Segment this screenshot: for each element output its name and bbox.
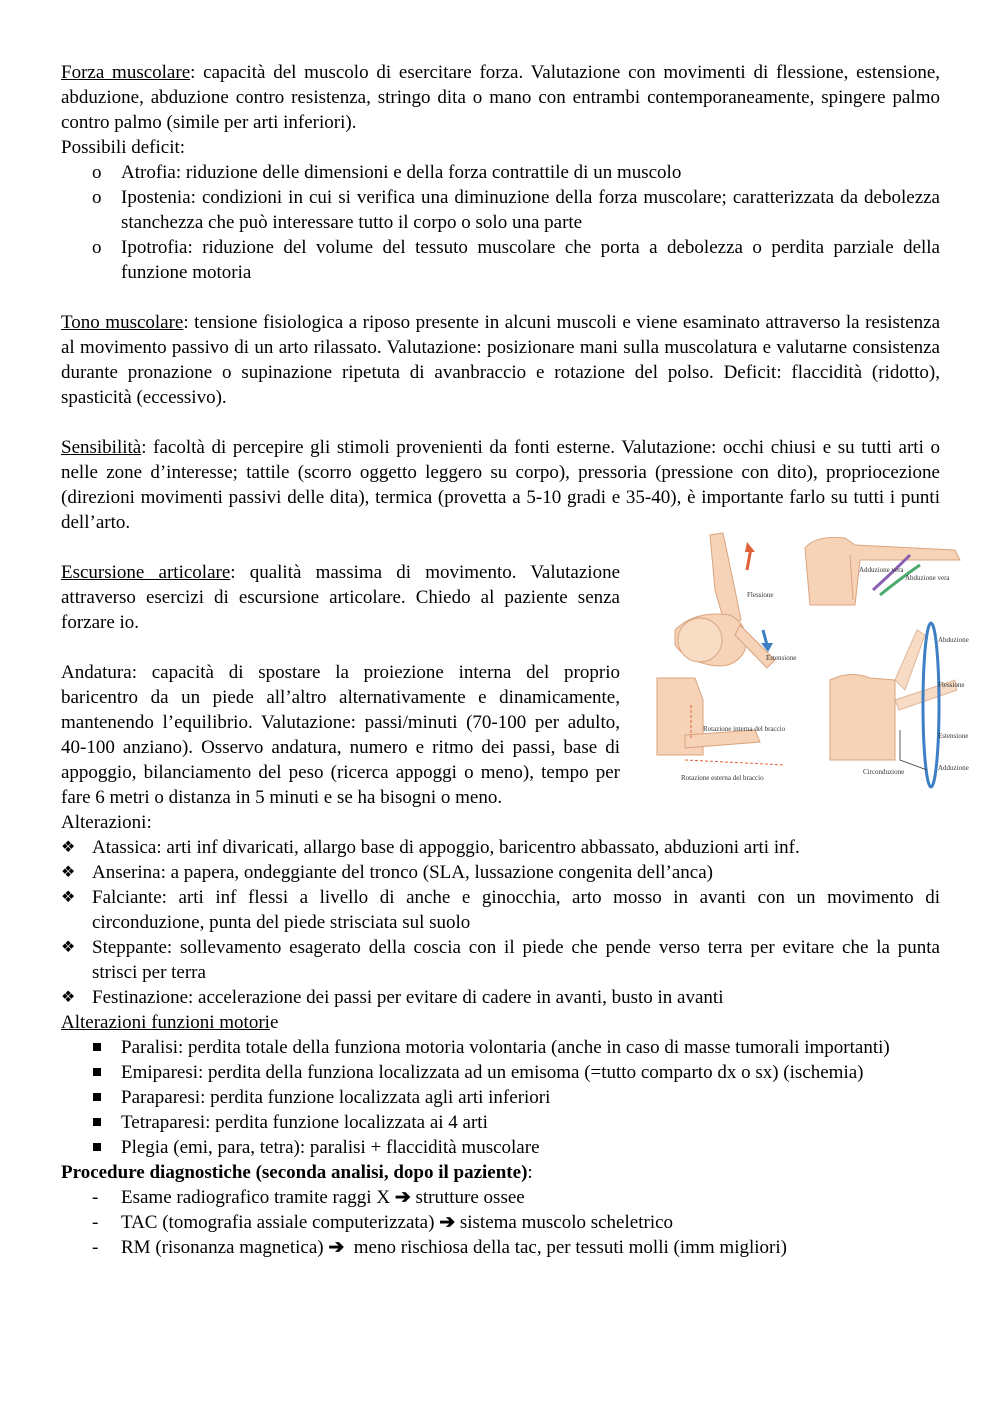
right-arrow-icon: ➔ — [439, 1212, 456, 1233]
list-item: Paraparesi: perdita funzione localizzata agli arti inferiori — [61, 1085, 940, 1110]
escursione-term: Escursione articolare — [61, 562, 231, 583]
dash-bullet-icon: - — [92, 1187, 99, 1208]
forza-term: Forza muscolare — [61, 62, 191, 83]
label-rot-esterna: Rotazione esterna del braccio — [681, 774, 764, 782]
rotation-panel — [657, 678, 786, 782]
list-item: o Ipotrofia: riduzione del volume del tessuto muscolare che porta a debolezza o perdita parziale della funzione motoria — [92, 237, 940, 283]
square-bullet-icon — [93, 1093, 101, 1101]
list-item: o Ipostenia: condizioni in cui si verifica una diminuzione della forza muscolare; caratterizzata da debolezza stanchezza che può interessare tutto il corpo o solo una parte — [92, 187, 940, 233]
label-flessione-b: Flessione — [938, 681, 965, 689]
alterazioni-label: Alterazioni: — [61, 812, 152, 833]
list-item: Plegia (emi, para, tetra): paralisi + flaccidità muscolare — [61, 1135, 940, 1160]
square-bullet-icon — [93, 1118, 101, 1126]
list-item: - TAC (tomografia assiale computerizzata) ➔ sistema muscolo scheletrico — [92, 1212, 674, 1233]
diamond-bullet-icon: ❖ — [61, 939, 76, 956]
sensibilita-paragraph — [61, 435, 940, 535]
label-abduzione: Abduzione — [938, 636, 969, 644]
list-item: Emiparesi: perdita della funziona localizzata ad un emisoma (=tutto comparto dx o sx) (ischemia) — [61, 1060, 940, 1085]
forza-text: : capacità del muscolo di esercitare forza. Valutazione con movimenti di flessione, estensione, abduzione, abduzione contro resistenza, stringo dita o mano con entrambi contemporaneamente, spingere palmo contro palmo (simile per arti inferiori). — [61, 62, 940, 133]
alterazioni-motorie-heading: Alterazioni funzioni motorie — [61, 1012, 279, 1033]
list-item: - Esame radiografico tramite raggi X ➔ strutture ossee — [92, 1187, 525, 1208]
right-arrow-icon: ➔ — [328, 1237, 345, 1258]
right-arrow-icon: ➔ — [394, 1187, 411, 1208]
escursione-paragraph — [61, 560, 620, 635]
list-item: ❖ Festinazione: accelerazione dei passi per evitare di cadere in avanti, busto in avanti — [61, 987, 724, 1008]
diamond-bullet-icon: ❖ — [61, 839, 76, 856]
circle-bullet-icon: o — [92, 187, 102, 208]
alterazioni-motorie-list — [61, 1035, 940, 1160]
list-item: ❖ Steppante: sollevamento esagerato della coscia con il piede che pende verso terra per evitare che la punta strisci per terra — [61, 937, 940, 983]
alterazioni-list — [61, 835, 940, 1010]
list-item: ❖ Falciante: arti inf flessi a livello di anche e ginocchia, arto mosso in avanti con un movimento di circonduzione, punta del piede strisciata sul suolo — [61, 887, 940, 933]
sensibilita-term: Sensibilità — [61, 437, 142, 458]
tono-term: Tono muscolare — [61, 312, 184, 333]
label-abduzione-vera: Abduzione vera — [905, 574, 950, 582]
square-bullet-icon — [93, 1068, 101, 1076]
shoulder-movements-figure — [655, 530, 969, 788]
list-item: ❖ Anserina: a papera, ondeggiante del tronco (SLA, lussazione congenita dell’anca) — [61, 862, 713, 883]
label-circonduzione: Circonduzione — [863, 768, 905, 776]
square-bullet-icon — [93, 1143, 101, 1151]
diamond-bullet-icon: ❖ — [61, 989, 76, 1006]
dash-bullet-icon: - — [92, 1237, 99, 1258]
flexion-extension-panel — [675, 533, 796, 668]
tono-text: : tensione fisiologica a riposo presente in alcuni muscoli e viene esaminato attraverso la resistenza al movimento passivo di un arto rilassato. Valutazione: posizionare mani sulla muscolatura e valutarne consistenza durante pronazione o supinazione ripetuta di avanbraccio e rotazione del polso. Deficit: flaccidità (ridotto), spasticità (eccessivo). — [61, 312, 941, 408]
abduction-panel — [805, 537, 960, 605]
list-item: o Atrofia: riduzione delle dimensioni e della forza contrattile di un muscolo — [92, 162, 682, 183]
tono-paragraph — [61, 310, 940, 410]
label-adduzione: Adduzione — [938, 764, 969, 772]
deficit-list — [61, 160, 940, 285]
circle-bullet-icon: o — [92, 237, 102, 258]
diamond-bullet-icon: ❖ — [61, 864, 76, 881]
list-item: Paralisi: perdita totale della funziona motoria volontaria (anche in caso di masse tumorali importanti) — [61, 1035, 940, 1060]
deficit-label: Possibili deficit: — [61, 137, 186, 158]
label-rot-interna: Rotazione interna del braccio — [703, 725, 786, 733]
escursione-text: : qualità massima di movimento. Valutazione attraverso esercizi di escursione articolare. Chiedo al paziente senza forzare io. — [61, 562, 621, 633]
label-flessione-a: Flessione — [747, 591, 774, 599]
list-item: ❖ Atassica: arti inf divaricati, allargo base di appoggio, baricentro abbassato, abduzioni arti inf. — [61, 837, 800, 858]
andatura-paragraph: Andatura: capacità di spostare la proiezione interna del proprio baricentro da un piede all’altro alternativamente e dinamicamente, mantenendo l’equilibrio. Valutazione: passi/minuti (70-100 per adulto, 40-100 anziano). Osservo andatura, numero e ritmo dei passi, base di appoggio, bilanciamento del peso (ricerca appoggi o meno), tempo per fare 6 metri o distanza in 5 minuti e se ha bisogni o meno. — [61, 662, 620, 808]
list-item: - RM (risonanza magnetica) ➔ meno rischiosa della tac, per tessuti molli (imm migliori) — [92, 1237, 787, 1258]
dash-bullet-icon: - — [92, 1212, 99, 1233]
square-bullet-icon — [93, 1043, 101, 1051]
circumduction-panel — [830, 623, 969, 787]
diamond-bullet-icon: ❖ — [61, 889, 76, 906]
forza-paragraph — [61, 60, 940, 135]
blue-arrow-icon — [763, 630, 767, 645]
list-item: Tetraparesi: perdita funzione localizzata ai 4 arti — [61, 1110, 940, 1135]
label-estensione-a: Estensione — [766, 654, 797, 662]
circle-arrow-icon — [923, 623, 939, 787]
sensibilita-text: : facoltà di percepire gli stimoli provenienti da fonti esterne. Valutazione: occhi chiusi e su tutti arti o nelle zone d’interesse; tattile (scorro oggetto leggero su corpo), pressoria (pressione con dito), propriocezione (direzioni movimenti passivi delle dita), termica (provetta a 5-10 gradi e 35-40), è importante farlo su tutti i punti dell’arto. — [61, 437, 940, 533]
procedure-heading: Procedure diagnostiche (seconda analisi, dopo il paziente): — [61, 1162, 533, 1183]
label-estensione-b: Estensione — [938, 732, 969, 740]
procedure-list — [61, 1185, 940, 1260]
circle-bullet-icon: o — [92, 162, 102, 183]
label-adduzione-vera: Adduzione vera — [859, 566, 904, 574]
